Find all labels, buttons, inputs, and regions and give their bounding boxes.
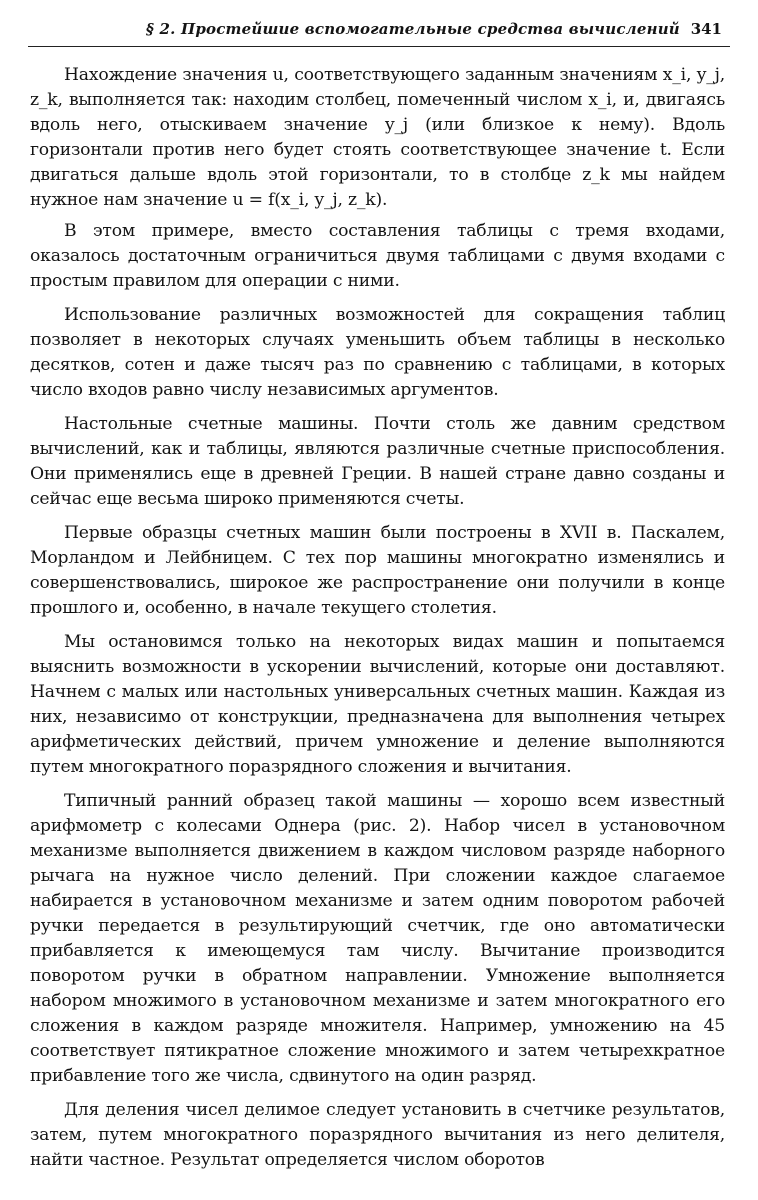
section-title: § 2. Простейшие вспомогательные средства вычислений bbox=[146, 20, 680, 38]
paragraph-table-reduction: Использование различных возможностей для сокращения таблиц позволяет в некоторых случаях уменьшить объем таблицы в несколько десятков, сотен и даже тысяч раз по сравнению с таблицами, в которых число входов равно числу независимых аргументов. bbox=[30, 305, 725, 400]
running-header bbox=[28, 16, 730, 47]
paragraph-arithmometer: Типичный ранний образец такой машины — хорошо всем известный арифмометр с колесами Однера (рис. 2). Набор чисел в установочном механизме выполняется движением в каждом числовом разряде наборного рычага на нужное число делений. При сложении каждое слагаемое набирается в установочном механизме и затем одним поворотом рабочей ручки передается в результирующий счетчик, где оно автоматически прибавляется к имеющемуся там числу. Вычитание производится поворотом ручки в обратном направлении. Умножение выполняется набором множимого в установочном механизме и затем многократного его сложения в каждом разряде множителя. Например, умножению на 45 соответствует пятикратное сложение множимого и затем четырехкратное прибавление того же числа, сдвинутого на один разряд. bbox=[30, 791, 725, 1086]
body-text bbox=[30, 63, 725, 1182]
paragraph-table-lookup: Нахождение значения u, соответствующего заданным значениям x_i, y_j, z_k, выполняется так: находим столбец, помеченный числом x_i, и, двигаясь вдоль него, отыскиваем значение y_j (или близкое к нему). Вдоль горизонтали против него будет стоять соответствующее значение t. Если двигаться дальше вдоль этой горизонтали, то в столбце z_k мы найдем нужное нам значение u = f(x_i, y_j, z_k). bbox=[30, 65, 725, 210]
paragraph-example: В этом примере, вместо составления таблицы с тремя входами, оказалось достаточным ограничиться двумя таблицами с двумя входами с простым правилом для операции с ними. bbox=[30, 221, 725, 291]
paragraph-division: Для деления чисел делимое следует установить в счетчике результатов, затем, путем многократного поразрядного вычитания из него делителя, найти частное. Результат определяется числом оборотов bbox=[30, 1100, 725, 1170]
paragraph-desk-calculators: Настольные счетные машины. Почти столь же давним средством вычислений, как и таблицы, являются различные счетные приспособления. Они применялись еще в древней Греции. В нашей стране давно созданы и сейчас еще весьма широко применяются счеты. bbox=[30, 414, 725, 509]
page-number: 341 bbox=[690, 20, 722, 38]
paragraph-machine-types: Мы остановимся только на некоторых видах машин и попытаемся выяснить возможности в ускорении вычислений, которые они доставляют. Начнем с малых или настольных универсальных счетных машин. Каждая из них, независимо от конструкции, предназначена для выполнения четырех арифметических действий, причем умножение и деление выполняются путем многократного поразрядного сложения и вычитания. bbox=[30, 632, 725, 777]
paragraph-first-machines: Первые образцы счетных машин были построены в XVII в. Паскалем, Морландом и Лейбницем. С тех пор машины многократно изменялись и совершенствовались, широкое же распространение они получили в конце прошлого и, особенно, в начале текущего столетия. bbox=[30, 523, 725, 618]
